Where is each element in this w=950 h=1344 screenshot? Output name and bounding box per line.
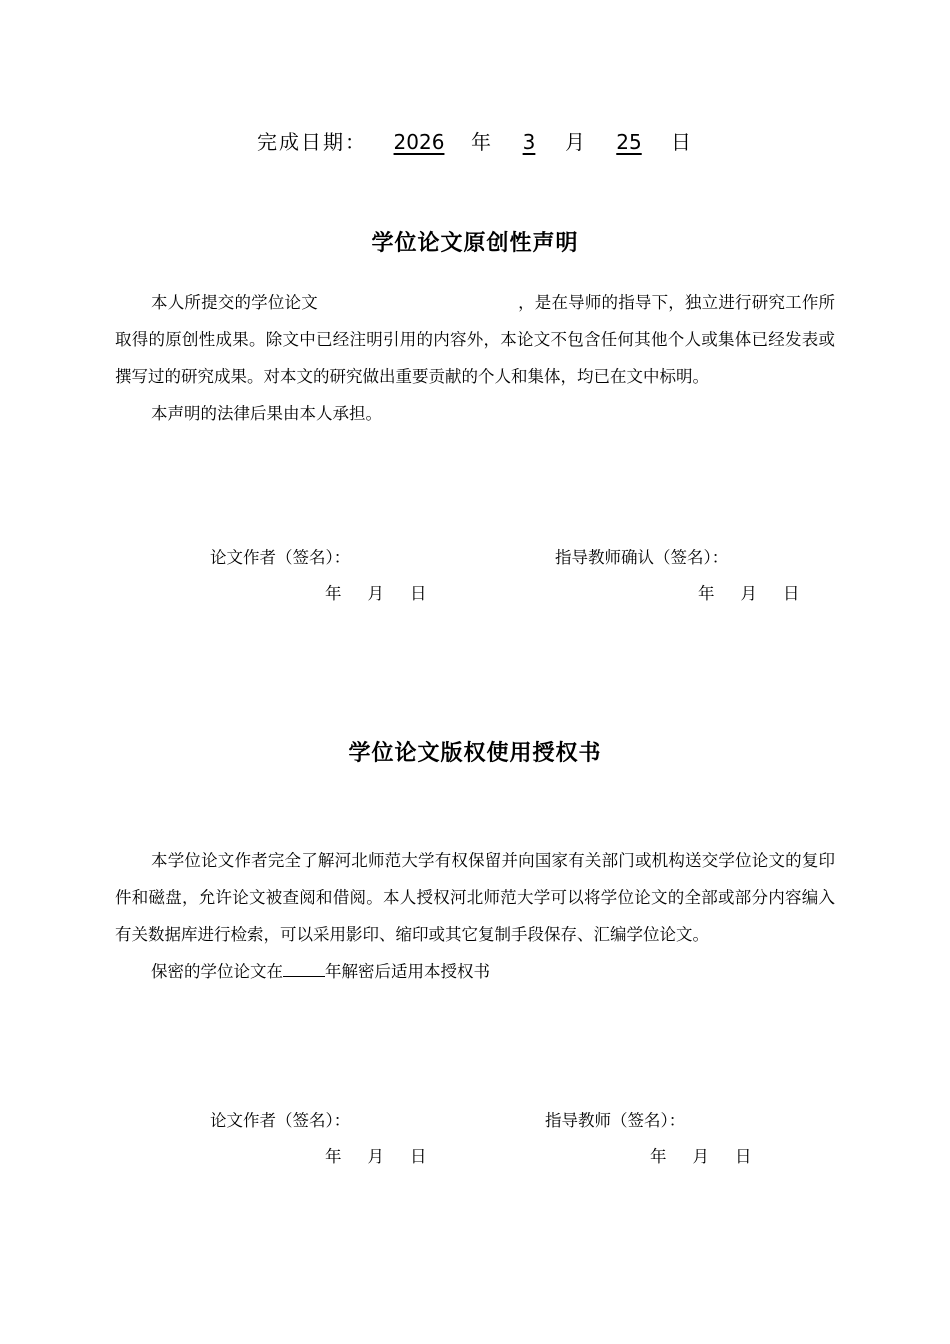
- originality-advisor-sign: 指导教师确认（签名）：: [555, 548, 729, 567]
- completion-date-month-unit: 月: [565, 130, 587, 154]
- copyright-author-date: [325, 1143, 453, 1167]
- originality-author-sign: 论文作者（签名）：: [210, 548, 351, 567]
- date-year-label: 年: [698, 584, 715, 603]
- date-day-label: 日: [783, 584, 800, 603]
- completion-date-day-unit: 日: [671, 130, 693, 154]
- copyright-paragraph-2: [115, 953, 835, 990]
- date-month-label: 月: [740, 584, 757, 603]
- secret-years-blank: [283, 962, 325, 977]
- completion-date-line: [0, 126, 950, 155]
- copyright-advisor-sign: 指导教师（签名）：: [545, 1111, 686, 1130]
- date-day-label: 日: [735, 1147, 752, 1166]
- completion-date-label: 完成日期：: [257, 130, 367, 154]
- date-day-label: 日: [410, 584, 427, 603]
- originality-advisor-date: [698, 580, 826, 604]
- copyright-para2-start: 保密的学位论文在: [151, 962, 283, 981]
- copyright-author-sign: 论文作者（签名）：: [210, 1111, 351, 1130]
- completion-date-day: 25: [616, 130, 642, 154]
- date-year-label: 年: [325, 1147, 342, 1166]
- date-day-label: 日: [410, 1147, 427, 1166]
- completion-date-year-unit: 年: [471, 130, 493, 154]
- date-year-label: 年: [325, 584, 342, 603]
- date-month-label: 月: [367, 1147, 384, 1166]
- date-month-label: 月: [692, 1147, 709, 1166]
- completion-date-year: 2026: [393, 130, 445, 154]
- copyright-body: [115, 842, 835, 990]
- originality-para1-start: 本人所提交的学位论文: [151, 293, 318, 312]
- originality-paragraph-1: [115, 284, 835, 395]
- originality-body: [115, 284, 835, 432]
- copyright-advisor-date: [650, 1143, 778, 1167]
- originality-title: 学位论文原创性声明: [371, 231, 579, 256]
- originality-para1-rest: ，是在导师的指导下，独立进行研究工作所取得的原创性成果。除文中已经注明引用的内容外，本论文不包含任何其他个人或集体已经发表或撰写过的研究成果。对本文的研究做出重要贡献的个人和集体，均已在文中标明。: [115, 293, 836, 386]
- copyright-title: 学位论文版权使用授权书: [348, 741, 602, 766]
- date-year-label: 年: [650, 1147, 667, 1166]
- originality-paragraph-2: 本声明的法律后果由本人承担。: [151, 404, 382, 423]
- completion-date-month: 3: [522, 130, 536, 154]
- originality-author-date: [325, 580, 453, 604]
- date-month-label: 月: [367, 584, 384, 603]
- copyright-paragraph-1: 本学位论文作者完全了解河北师范大学有权保留并向国家有关部门或机构送交学位论文的复印件和磁盘，允许论文被查阅和借阅。本人授权河北师范大学可以将学位论文的全部或部分内容编入有关数据库进行检索，可以采用影印、缩印或其它复制手段保存、汇编学位论文。: [115, 851, 835, 944]
- copyright-para2-end: 年解密后适用本授权书: [325, 962, 490, 981]
